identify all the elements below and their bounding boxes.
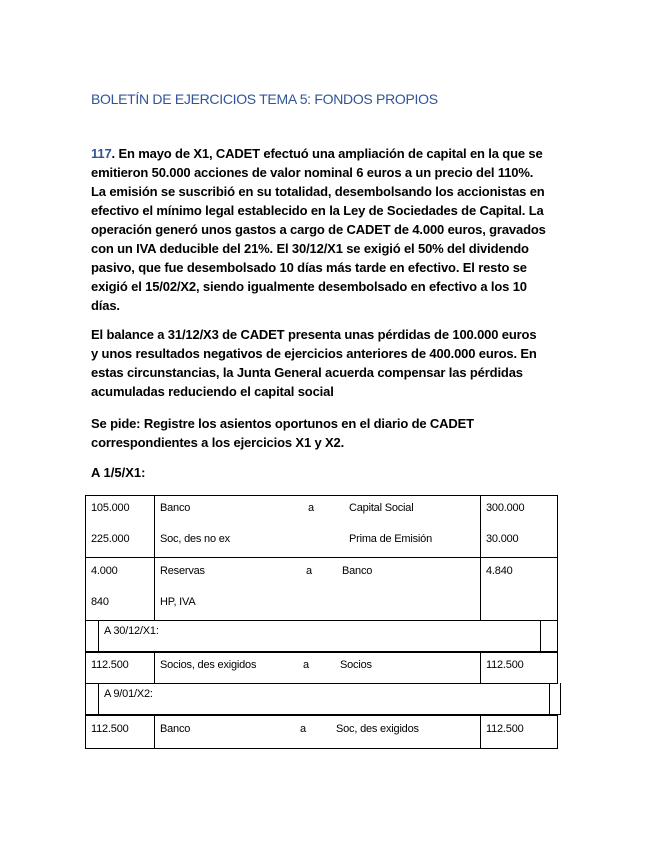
debit-amount: 112.500 [91,659,129,671]
debit-amount: 112.500 [91,723,129,735]
page-title: BOLETÍN DE EJERCICIOS TEMA 5: FONDOS PROPIOS [91,91,438,107]
credit-account: Capital Social [349,502,414,514]
journal-entry [85,495,558,558]
task-line: correspondientes a los ejercicios X1 y X2. [91,435,345,450]
debit-account: Banco [160,502,191,514]
task-line: Se pide: Registre los asientos oportunos en el diario de CADET [91,416,474,431]
credit-account: Banco [342,565,373,577]
credit-amount: 112.500 [486,723,524,735]
credit-account: Socios [340,659,372,671]
credit-amount: 4.840 [486,565,513,577]
exercise-statement [91,144,563,315]
debit-amount: 4.000 [91,565,118,577]
debit-account: Soc, des no ex [160,533,230,545]
journal-entry [85,652,558,684]
statement-line: 117. En mayo de X1, CADET efectuó una ampliación de capital en la que se [91,146,543,161]
debit-account: Socios, des exigidos [160,659,257,671]
debit-account: HP, IVA [160,596,196,608]
credit-account: Prima de Emisión [349,533,432,545]
exercise-number: 117 [91,146,112,161]
credit-account: Soc, des exigidos [336,723,419,735]
entry-connector: a [306,565,312,577]
credit-amount: 112.500 [486,659,524,671]
debit-amount: 840 [91,596,109,608]
statement-line: con un IVA deducible del 21%. El 30/12/X1 se exigió el 50% del dividendo [91,241,529,256]
statement-line: pasivo, que fue desembolsado 10 días más tarde en efectivo. El resto se [91,260,527,275]
entry-connector: a [303,659,309,671]
debit-account: Banco [160,723,191,735]
debit-amount: 105.000 [91,502,130,514]
balance-line: estas circunstancias, la Junta General acuerda compensar las pérdidas [91,365,523,380]
balance-line: y unos resultados negativos de ejercicios anteriores de 400.000 euros. En [91,346,537,361]
balance-line: acumuladas reduciendo el capital social [91,384,334,399]
balance-paragraph [91,325,563,401]
entry-date-label: A 30/12/X1: [104,625,159,637]
entry-date-label: A 1/5/X1: [91,465,146,480]
entry-connector: a [300,723,306,735]
entry-date-label: A 9/01/X2: [104,688,153,700]
date-row [85,683,561,715]
balance-line: El balance a 31/12/X3 de CADET presenta unas pérdidas de 100.000 euros [91,327,537,342]
journal-entry [85,557,558,621]
entry-connector: a [308,502,314,514]
credit-amount: 300.000 [486,502,525,514]
statement-line: emitieron 50.000 acciones de valor nominal 6 euros a un precio del 110%. [91,165,534,180]
debit-account: Reservas [160,565,205,577]
credit-amount: 30.000 [486,533,519,545]
statement-line: días. [91,298,120,313]
statement-line: La emisión se suscribió en su totalidad, desembolsando los accionistas en [91,184,545,199]
journal-entry [85,715,558,749]
statement-line: efectivo el mínimo legal establecido en la Ley de Sociedades de Capital. La [91,203,544,218]
debit-amount: 225.000 [91,533,130,545]
statement-line: exigió el 15/02/X2, siendo igualmente desembolsado en efectivo a los 10 [91,279,527,294]
task-paragraph [91,414,563,452]
statement-line: operación generó unos gastos a cargo de CADET de 4.000 euros, gravados [91,222,546,237]
date-row [85,620,558,652]
